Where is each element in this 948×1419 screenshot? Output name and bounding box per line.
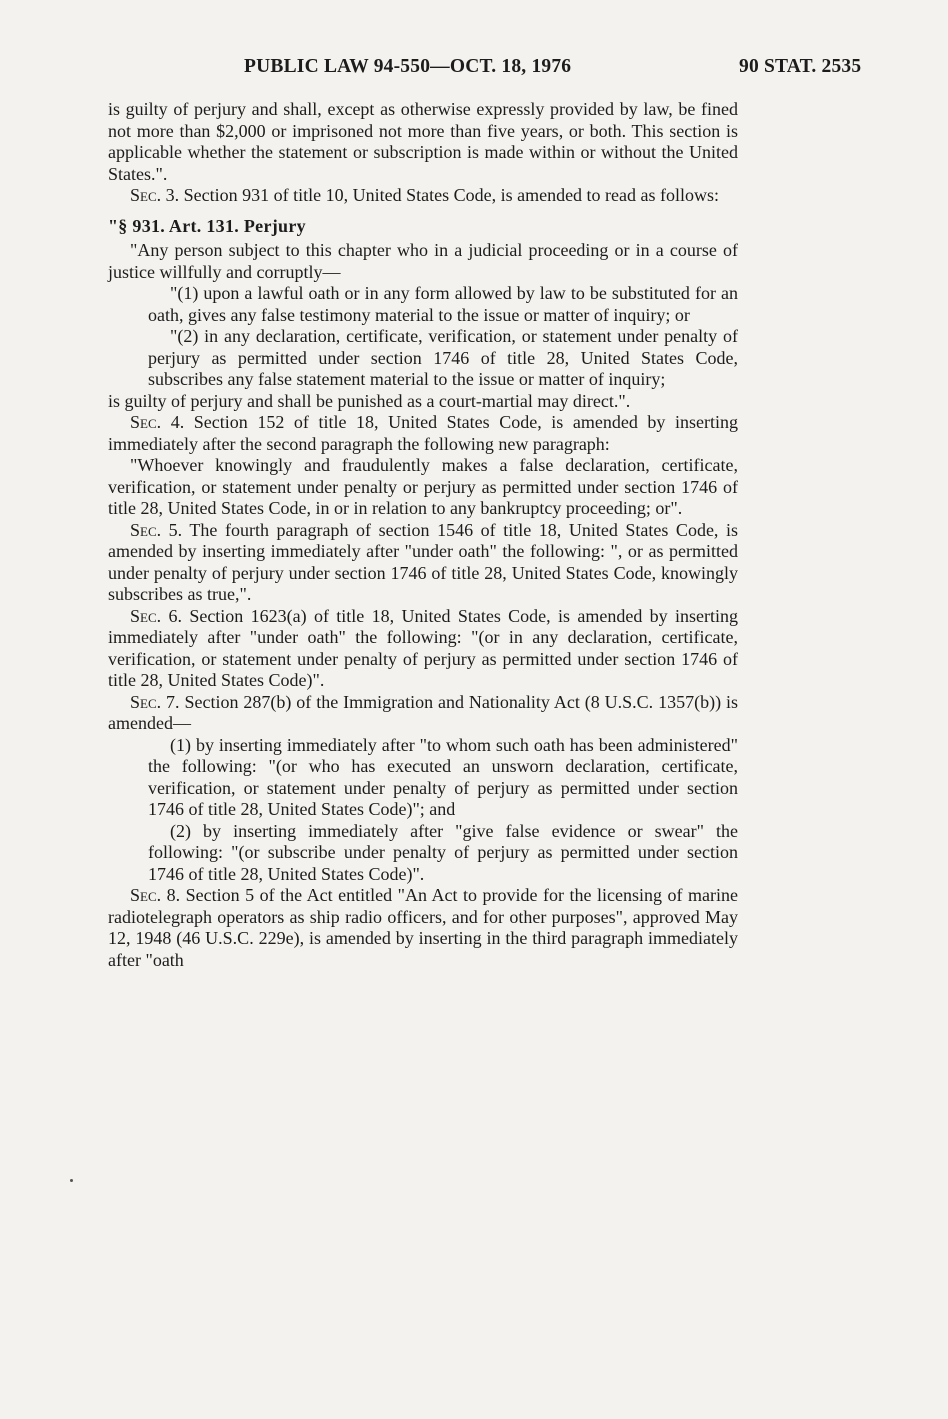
section-5-text: 5. The fourth paragraph of section 1546 of title 18, United States Code, is amended by inserting immediately after "under oath" the following: ", or as permitted under penalty of perjury under section 1746 of title 28, United States Code, knowingly subscribes as true,". [108,519,738,604]
section-3 [108,185,738,207]
body-text [108,99,738,971]
running-title: PUBLIC LAW 94-550—OCT. 18, 1976 [244,56,572,77]
section-5 [108,520,738,606]
section-label: Sec. [130,605,162,626]
section-7-clause-2: (2) by inserting immediately after "give false evidence or swear" the following: "(or subscribe under penalty of perjury as permitted under section 1746 of title 28, United States Code)". [148,820,738,884]
section-4-text: 4. Section 152 of title 18, United States Code, is amended by inserting immediately after the second paragraph the following new paragraph: [108,412,738,454]
section-label: Sec. [130,691,162,712]
statute-page-number: 90 STAT. 2535 [739,56,862,77]
section-7-text: 7. Section 287(b) of the Immigration and Nationality Act (8 U.S.C. 1357(b)) is amended— [108,691,738,733]
paragraph-guilty: is guilty of perjury and shall be punished as a court-martial may direct.". [108,390,631,411]
section-label: Sec. [130,185,162,205]
clause-1: "(1) upon a lawful oath or in any form allowed by law to be substituted for an oath, gives any false testimony material to the issue or matter of inquiry; or [148,283,738,325]
section-3-text: 3. Section 931 of title 10, United States Code, is amended to read as follows: [161,185,720,205]
scan-speck [70,1179,73,1182]
paragraph-whoever: "Whoever knowingly and fraudulently makes a false declaration, certificate, verification, or statement under penalty or perjury as permitted under section 1746 of title 28, United States Code, in or in relation to any bankruptcy proceeding; or". [108,455,738,518]
section-8 [108,885,738,971]
section-7 [108,692,738,735]
section-6 [108,606,738,692]
paragraph-any-person: "Any person subject to this chapter who in a judicial proceeding or in a course of justice willfully and corruptly— [108,240,738,282]
section-label: Sec. [130,412,162,432]
section-6-text: 6. Section 1623(a) of title 18, United States Code, is amended by inserting immediately after "under oath" the following: "(or in any declaration, certificate, verification, or statement under penalty of perjury as permitted under section 1746 of title 28, United States Code)". [108,605,738,690]
paragraph-continuation: is guilty of perjury and shall, except as otherwise expressly provided by law, be fined not more than $2,000 or imprisoned not more than five years, or both. This section is applicable whether the statement or subscription is made within or without the United States.". [108,99,738,184]
section-8-text: 8. Section 5 of the Act entitled "An Act to provide for the licensing of marine radiotelegraph operators as ship radio officers, and for other purposes", approved May 12, 1948 (46 U.S.C. 229e), is amended by inserting in the third paragraph immediately after "oath [108,885,738,970]
section-label: Sec. [130,519,162,540]
section-4 [108,412,738,455]
section-label: Sec. [130,885,162,905]
page-header [0,56,948,84]
section-7-clause-1: (1) by inserting immediately after "to whom such oath has been administered" the following: "(or who has executed an unsworn declaration, certificate, verification, or statement under penalty of perjury as permitted under section 1746 of title 28, United States Code)"; and [148,734,738,819]
article-heading: "§ 931. Art. 131. Perjury [108,215,306,236]
clause-2: "(2) in any declaration, certificate, verification, or statement under penalty of perjury as permitted under section 1746 of title 28, United States Code, subscribes any false statement material to the issue or matter of inquiry; [148,326,738,389]
